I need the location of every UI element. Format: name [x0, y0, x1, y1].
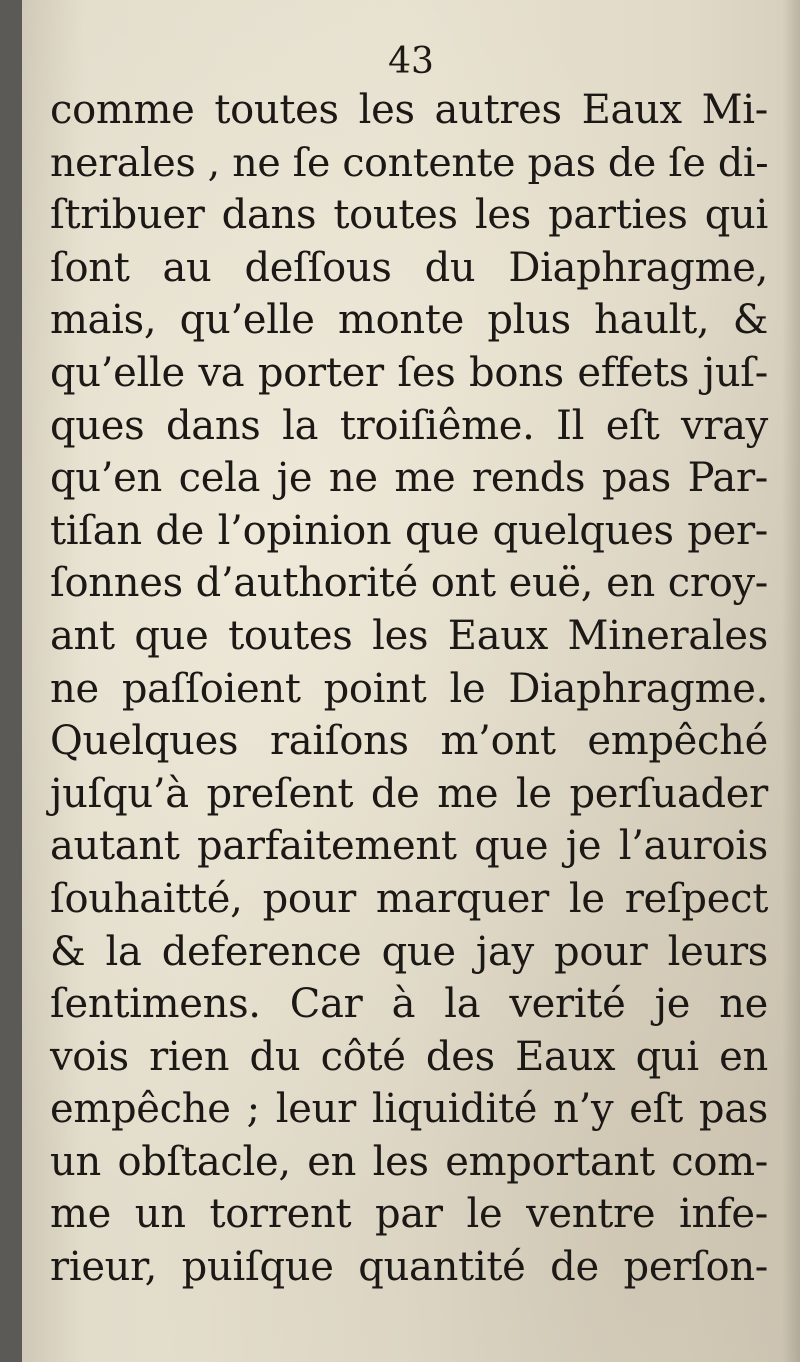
- text-line: ſtribuer dans toutes les parties qui: [50, 192, 768, 239]
- text-line: qu’en cela je ne me rends pas Par-: [50, 455, 768, 502]
- body-text: [50, 84, 768, 1294]
- text-line: empêche ; leur liquidité n’y eſt pas: [50, 1086, 768, 1133]
- text-line: ſont au deſſous du Diaphragme,: [50, 244, 768, 291]
- text-line: un obſtacle, en les emportant com-: [50, 1138, 768, 1185]
- text-line: ſouhaitté, pour marquer le reſpect: [50, 875, 768, 922]
- text-line: mais, qu’elle monte plus hault, &: [50, 297, 768, 344]
- text-line: ques dans la troiſiême. Il eſt vray: [50, 402, 768, 449]
- page-number: 43: [388, 41, 434, 82]
- text-line: comme toutes les autres Eaux Mi-: [50, 87, 768, 133]
- text-line: vois rien du côté des Eaux qui en: [50, 1033, 768, 1080]
- text-line: autant parfaitement que je l’aurois: [50, 823, 768, 870]
- text-line: ant que toutes les Eaux Minerales: [50, 612, 768, 659]
- text-line: & la deference que jay pour leurs: [50, 928, 768, 975]
- text-line: tiſan de l’opinion que quelques per-: [50, 507, 768, 554]
- text-line: ſonnes d’authorité ont euë, en croy-: [50, 560, 768, 607]
- text-line: juſqu’à preſent de me le perſuader: [50, 770, 768, 817]
- text-line: ne paſſoient point le Diaphragme.: [50, 665, 768, 712]
- text-line: nerales , ne ſe contente pas de ſe di-: [50, 139, 769, 186]
- book-page: [22, 0, 800, 1362]
- text-line: rieur, puiſque quantité de perſon-: [50, 1244, 768, 1291]
- text-line: qu’elle va porter ſes bons effets juſ-: [50, 349, 768, 396]
- text-line: ſentimens. Car à la verité je ne: [50, 981, 768, 1028]
- text-line: me un torrent par le ventre infe-: [50, 1191, 768, 1238]
- text-line: Quelques raiſons m’ont empêché: [50, 718, 768, 765]
